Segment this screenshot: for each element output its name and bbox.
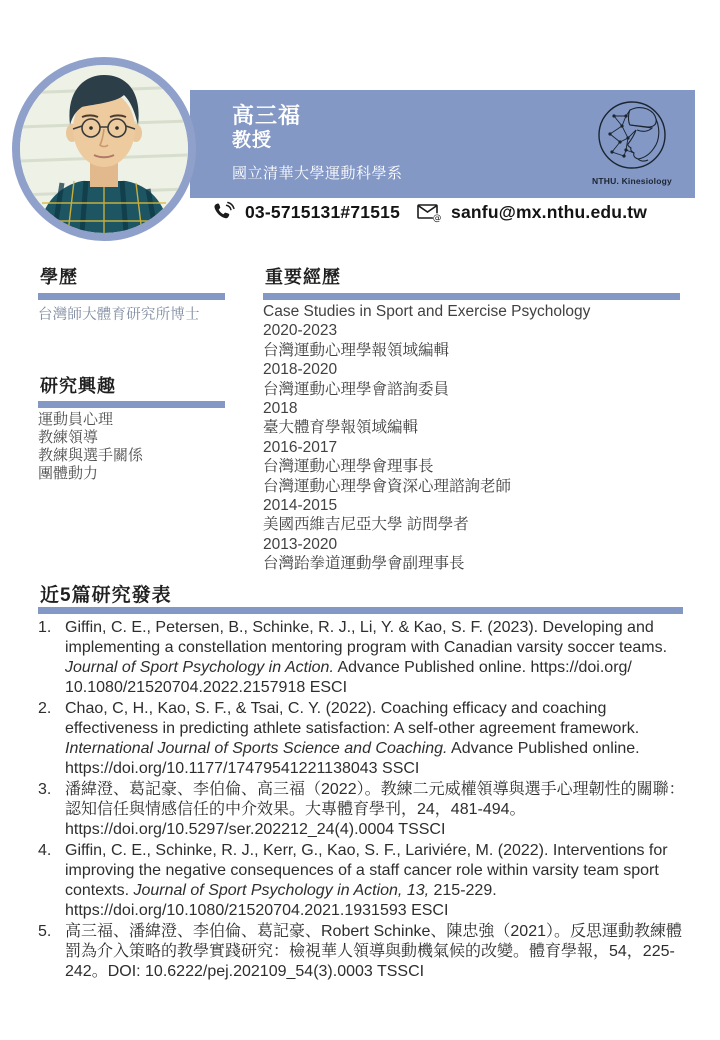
publication-item	[38, 841, 690, 921]
education-value: 台灣師大體育研究所博士	[38, 307, 200, 323]
experience-line: 台灣運動心理學會資深心理諮詢老師	[263, 477, 512, 495]
publication-number: 5.	[38, 923, 52, 940]
header-banner	[190, 90, 695, 198]
svg-text:@: @	[432, 213, 442, 224]
publication-text: Giffin, C. E., Petersen, B., Schinke, R. J., Li, Y. & Kao, S. F. (2023). Developing and implementing a constellation mentoring program with Canadian varsity soccer teams. Journal of Sport Psychology in Action. Advance Published online. https://doi.org/ 10.1080/21520704.2022.2157918 ESCI	[65, 619, 668, 696]
research-interest-item: 運動員心理	[38, 411, 114, 428]
publication-item	[38, 699, 690, 779]
experience-line: 台灣運動心理學會諮詢委員	[263, 380, 450, 398]
research-interests-heading: 研究興趣	[40, 376, 116, 396]
publication-item	[38, 618, 690, 698]
publications-list	[38, 618, 690, 983]
experience-line: 美國西維吉尼亞大學 訪問學者	[263, 516, 469, 534]
phone-icon	[212, 200, 236, 224]
experience-heading: 重要經歷	[265, 267, 341, 287]
research-interests-divider-bar	[38, 401, 225, 408]
experience-line: 2016-2017	[263, 438, 338, 456]
experience-list	[263, 302, 693, 574]
experience-divider-bar	[263, 293, 680, 300]
logo-caption: NTHU. Kinesiology	[592, 176, 672, 186]
email-address: sanfu@mx.nthu.edu.tw	[451, 201, 648, 222]
publication-number: 4.	[38, 842, 52, 859]
experience-line: 2014-2015	[263, 497, 338, 515]
research-interests-list	[38, 411, 143, 483]
research-interest-item: 教練領導	[38, 429, 99, 446]
publication-text: 高三福、潘緯澄、李伯倫、葛記豪、Robert Schinke、陳忠強（2021）。反思運動教練體罰為介入策略的教學實踐研究：檢視華人領導與動機氣候的改變。體育學報，54，225-242。DOI: 10.6222/pej.202109_54(3).0003 TSSCI	[65, 923, 682, 980]
experience-line: Case Studies in Sport and Exercise Psychology	[263, 303, 591, 320]
phone-number: 03-5715131#71515	[245, 201, 401, 222]
publications-heading: 近5篇研究發表	[40, 585, 172, 606]
education-divider-bar	[38, 293, 225, 300]
experience-line: 2020-2023	[263, 322, 338, 340]
experience-line: 台灣運動心理學會理事長	[263, 458, 434, 476]
email-icon	[416, 200, 442, 224]
publication-item	[38, 780, 690, 840]
research-interest-item: 教練與選手關係	[38, 447, 144, 464]
contact-row	[212, 198, 647, 226]
publication-text: Giffin, C. E., Schinke, R. J., Kerr, G., Kao, S. F., Lariviére, M. (2022). Interventions for improving the negative consequences of a staff cancer role within varsity team sport contexts. Journal of Sport Psychology in Action, 13, 215-229. https://doi.org/10.1080/21520704.2021.1931593 ESCI	[65, 842, 668, 919]
publication-text: Chao, C, H., Kao, S. F., & Tsai, C. Y. (2022). Coaching efficacy and coaching effectiveness in predicting athlete satisfaction: A self-other agreement framework. International Journal of Sports Science and Coaching. Advance Published online. https://doi.org/10.1177/17479541221138043 SSCI	[65, 700, 640, 777]
experience-line: 2013-2020	[263, 535, 338, 553]
publication-item	[38, 922, 690, 982]
department-logo	[582, 94, 682, 186]
professor-name: 高三福	[232, 103, 302, 128]
experience-line: 台灣運動心理學報領域編輯	[263, 341, 450, 359]
publication-number: 2.	[38, 700, 52, 717]
department-name: 國立清華大學運動科學系	[232, 165, 403, 182]
profile-photo	[12, 57, 196, 241]
identity-block	[232, 103, 403, 183]
experience-line: 2018	[263, 400, 298, 418]
publication-number: 1.	[38, 619, 52, 636]
publications-divider-bar	[38, 607, 683, 614]
experience-line: 2018-2020	[263, 361, 338, 379]
experience-line: 臺大體育學報領域編輯	[263, 419, 419, 437]
experience-line: 台灣跆拳道運動學會副理事長	[263, 555, 465, 573]
portrait-image	[20, 65, 188, 233]
nthu-kinesiology-logo-icon	[590, 94, 674, 178]
publication-number: 3.	[38, 781, 52, 798]
publication-text: 潘緯澄、葛記豪、李伯倫、高三福（2022）。教練二元威權領導與選手心理韌性的關聯：認知信任與情感信任的中介效果。大專體育學刊，24，481-494。https://doi.org/10.5297/ser.202212_24(4).0004 TSSCI	[65, 781, 685, 838]
research-interest-item: 團體動力	[38, 465, 99, 482]
professor-title: 教授	[232, 130, 273, 151]
education-heading: 學歷	[40, 267, 78, 287]
